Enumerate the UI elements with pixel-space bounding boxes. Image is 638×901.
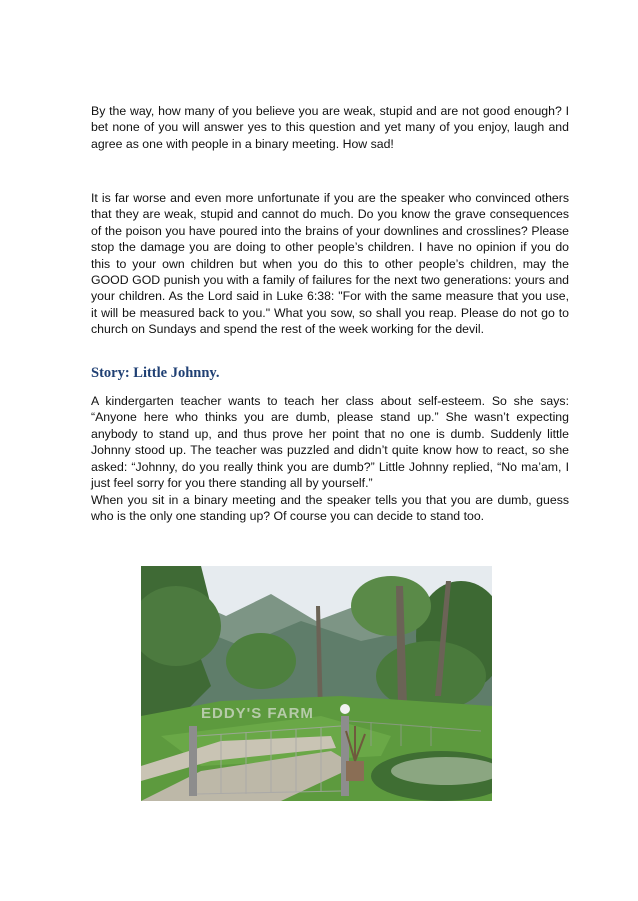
paragraph-conclusion: When you sit in a binary meeting and the speaker tells you that you are dumb, guess who is the only one standing up? Of course you can decide to stand too.	[91, 493, 569, 524]
farm-photo	[141, 566, 492, 801]
story-heading: Story: Little Johnny.	[91, 365, 220, 381]
farm-photo-illustration	[141, 566, 492, 801]
paragraph-story: A kindergarten teacher wants to teach her class about self-esteem. So she says: “Anyone here who thinks you are dumb, please stand up.” She wasn’t expecting anybody to stand up, and thus prove her point that no one is dumb. Suddenly little Johnny stood up. The teacher was puzzled and didn’t quite know how to react, so she asked: “Johnny, do you really think you are dumb?” Little Johnny replied, “No ma’am, I just feel sorry for you there standing all by yourself.”	[91, 394, 569, 491]
paragraph-consequences: It is far worse and even more unfortunate if you are the speaker who convinced others that they are weak, stupid and cannot do much. Do you know the grave consequences of the poison you have poured into the brains of your downlines and crosslines? Please stop the damage you are doing to other people’s children. I have no opinion if you do this to your own children but when you do this to other people’s children, may the GOOD GOD punish you with a family of failures for the next two generations: yours and your children. As the Lord said in Luke 6:38: "For with the same measure that you use, it will be measured back to you." What you sow, so shall you reap. Please do not go to church on Sundays and spend the rest of the week working for the devil.	[91, 191, 569, 337]
farm-sign-text: EDDY'S FARM	[201, 705, 314, 722]
paragraph-intro: By the way, how many of you believe you are weak, stupid and are not good enough? I bet none of you will answer yes to this question and yet many of you enjoy, laugh and agree as one with people in a binary meeting. How sad!	[91, 104, 569, 151]
